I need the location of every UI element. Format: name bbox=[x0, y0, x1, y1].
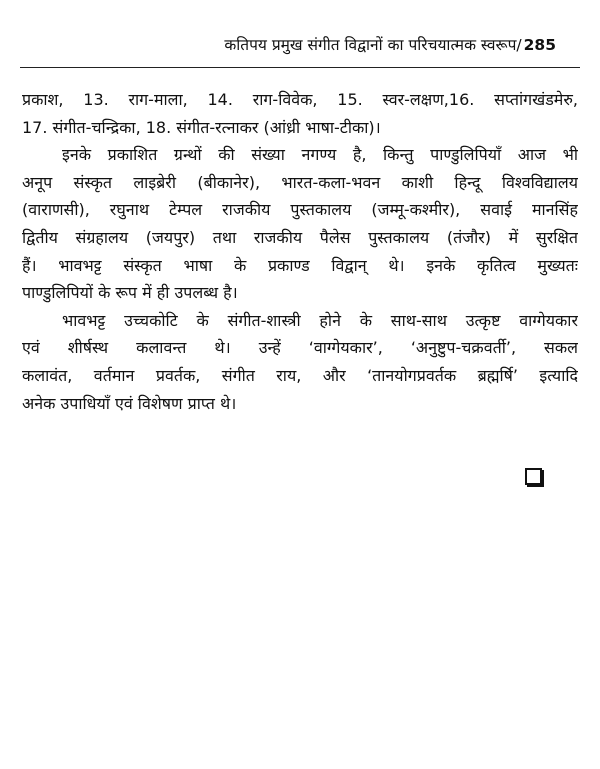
text-line: हैं। भावभट्ट संस्कृत भाषा के प्रकाण्ड विद्वान् थे। इनके कृतित्व मुख्यतः bbox=[22, 255, 578, 275]
paragraph-titles bbox=[22, 307, 578, 417]
paragraph-manuscripts bbox=[22, 141, 578, 307]
text-line: अनूप संस्कृत लाइब्रेरी (बीकानेर), भारत-कला-भवन काशी हिन्दू विश्वविद्यालय bbox=[22, 172, 578, 192]
end-of-section-square-icon bbox=[525, 468, 542, 485]
header-separator: / bbox=[516, 36, 522, 54]
text-line: द्वितीय संग्रहालय (जयपुर) तथा राजकीय पैलेस पुस्तकालय (तंजौर) में सुरक्षित bbox=[22, 227, 578, 247]
header-rule bbox=[20, 67, 580, 68]
page-number: 285 bbox=[523, 36, 556, 54]
paragraph-continuation bbox=[22, 86, 578, 141]
text-line: एवं शीर्षस्थ कलावन्त थे। उन्हें ‘वाग्गेयकार’, ‘अनुष्टुप-चक्रवर्ती’, सकल bbox=[22, 338, 578, 358]
text-line: (वाराणसी), रघुनाथ टेम्पल राजकीय पुस्तकालय (जम्मू-कश्मीर), सवाई मानसिंह bbox=[22, 200, 578, 220]
running-title: कतिपय प्रमुख संगीत विद्वानों का परिचयात्मक स्वरूप bbox=[224, 36, 517, 54]
text-line: इनके प्रकाशित ग्रन्थों की संख्या नगण्य है, किन्तु पाण्डुलिपियाँ आज भी bbox=[62, 145, 578, 165]
text-line: भावभट्ट उच्चकोटि के संगीत-शास्त्री होने के साथ-साथ उत्कृष्ट वाग्गेयकार bbox=[62, 310, 578, 330]
text-line: कलावंत, वर्तमान प्रवर्तक, संगीत राय, और ‘तानयोगप्रवर्तक ब्रह्मर्षि’ इत्यादि bbox=[22, 365, 578, 385]
text-line: पाण्डुलिपियों के रूप में ही उपलब्ध है। bbox=[22, 283, 238, 303]
body-text bbox=[22, 86, 578, 417]
text-line: अनेक उपाधियाँ एवं विशेषण प्राप्त थे। bbox=[22, 393, 237, 413]
text-line: 17. संगीत-चन्द्रिका, 18. संगीत-रत्नाकर (आंध्री भाषा-टीका)। bbox=[22, 117, 381, 137]
running-header bbox=[224, 34, 556, 56]
text-line: प्रकाश, 13. राग-माला, 14. राग-विवेक, 15. स्वर-लक्षण,16. सप्तांगखंडमेरु, bbox=[22, 90, 578, 109]
